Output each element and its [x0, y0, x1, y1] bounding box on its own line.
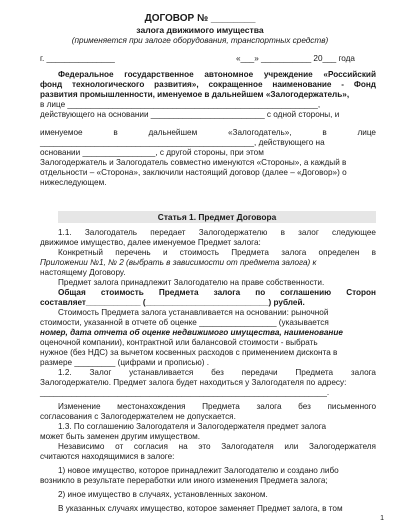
city-line: г. _______________ — [40, 54, 115, 63]
section-line: Изменение местонахождения Предмета залога без письменного — [58, 402, 376, 411]
section-line: Конкретный перечень и стоимость Предмета залога определен в — [58, 248, 376, 257]
section-line: 2) иное имущество в случаях, установленных законом. — [58, 490, 268, 499]
preamble-line: _______________________________________________, действующего на — [40, 138, 325, 147]
section-line: составляет____________ (___________________________) рублей. — [40, 298, 305, 307]
section-heading — [58, 211, 376, 223]
date-line: «___» ___________ 20___ года — [236, 54, 355, 63]
preamble-line: развития промышленности, именуемое в дальнейшем «Залогодержатель», — [40, 90, 350, 99]
section-line: нужное (без НДС) за вычетом косвенных расходов с применением дисконта в — [40, 348, 338, 357]
preamble-line: действующего на основании _________________________ с одной стороны, и — [40, 110, 340, 119]
section-line: 1.2. Залог устанавливается без передачи Предмета залога — [58, 368, 376, 377]
preamble-line: основании ________________, с другой стороны, при этом — [40, 148, 264, 157]
section-line: согласования с Залогодержателем не допускается. — [40, 412, 236, 421]
section-line: номер, дата отчета об оценке недвижимого имущества, наименование — [40, 328, 343, 337]
section-line: считаются находящимися в залоге: — [40, 452, 175, 461]
section-line: Залогодержателю. Предмет залога будет находиться у Залогодателя по адресу: — [40, 378, 347, 387]
section-heading-label: Статья 1. Предмет Договора — [157, 212, 277, 222]
section-line: оценочной компании), контрактной или балансовой стоимости - выбрать — [40, 338, 318, 347]
section-line: размере _________ (цифрами и прописью) . — [40, 358, 210, 367]
section-line: 1) новое имущество, которое принадлежит Залогодателю и создано либо — [58, 466, 339, 475]
section-line: _______________________________________________________________. — [40, 388, 330, 397]
preamble-line: в лице _______________________________________________________, — [40, 100, 321, 109]
section-line: движимое имущество, далее именуемое Предмет залога: — [40, 238, 261, 247]
preamble-line: фонд технологического развития», сокращенное наименование - Фонд — [40, 80, 376, 89]
section-line: может быть заменен другим имуществом. — [40, 432, 201, 441]
preamble-line: Федеральное государственное автономное учреждение «Российский — [58, 70, 376, 79]
section-line: 1.1. Залогодатель передает Залогодержателю в залог следующее — [58, 228, 376, 237]
contract-note: (применяется при залоге оборудования, транспортных средств) — [71, 36, 329, 45]
section-line: 1.3. По соглашению Залогодателя и Залогодержателя предмет залога — [58, 422, 327, 431]
section-line: настоящему Договору. — [40, 268, 126, 277]
section-line: стоимости, указанной в отчете об оценке _________________ (указывается — [40, 318, 329, 327]
preamble-line: Залогодержатель и Залогодатель совместно именуются «Стороны», а каждый в — [40, 158, 347, 167]
preamble-line: нижеследующем. — [40, 178, 107, 187]
section-line: В указанных случаях имущество, которое заменяет Предмет залога, в том — [58, 504, 343, 513]
page-number: 1 — [380, 515, 384, 522]
preamble-line: именуемое в дальнейшем «Залогодатель», в лице — [40, 128, 376, 137]
section-line: Общая стоимость Предмета залога по соглашению Сторон — [58, 288, 376, 297]
preamble-line: отдельности – «Сторона», заключили настоящий договор (далее – «Договор») о — [40, 168, 347, 177]
section-line: Стоимость Предмета залога устанавливается на основании: рыночной — [58, 308, 329, 317]
section-line: Независимо от согласия на это Залогодателя или Залогодержателя — [58, 442, 376, 451]
contract-subtitle: залога движимого имущества — [136, 25, 264, 35]
section-line: возникло в результате переработки или иного изменения Предмета залога; — [40, 476, 328, 485]
contract-title: ДОГОВОР № ________ — [144, 13, 256, 24]
section-line: Приложении №1, № 2 (выбрать в зависимости от предмета залога) к — [40, 258, 317, 267]
section-line: Предмет залога принадлежит Залогодателю на праве собственности. — [58, 278, 325, 287]
